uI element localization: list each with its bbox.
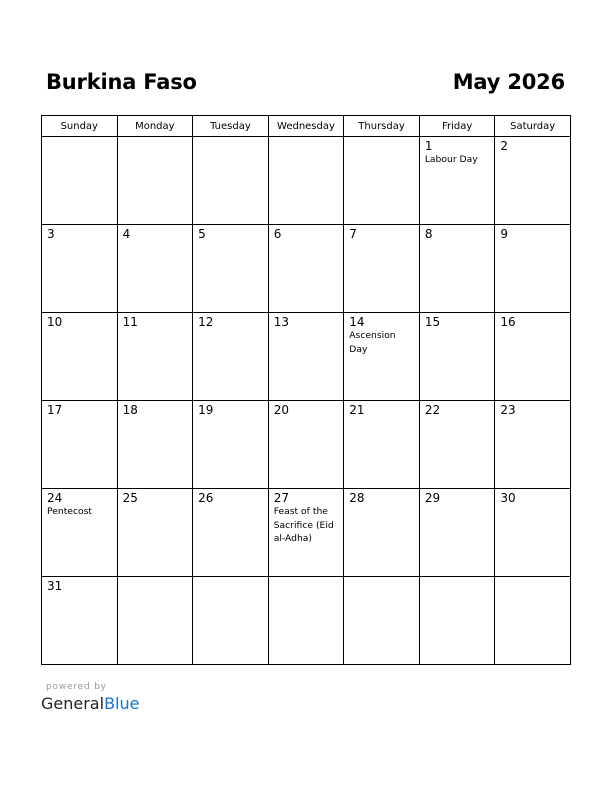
holiday-label: Ascension Day [349, 330, 396, 355]
day-cell [419, 225, 495, 313]
day-number: 17 [47, 403, 63, 417]
day-number: 15 [424, 315, 441, 329]
day-number: 6 [273, 227, 282, 241]
calendar-grid [41, 115, 571, 665]
week-row [42, 313, 571, 401]
day-number: 12 [198, 315, 214, 329]
weekday-header-tuesday: Tuesday [193, 116, 269, 137]
day-cell [419, 577, 495, 665]
day-number: 3 [47, 227, 55, 241]
day-number: 8 [424, 227, 433, 241]
day-cell [268, 225, 344, 313]
day-number: 5 [198, 227, 206, 241]
day-number: 4 [122, 227, 131, 241]
day-number: 16 [500, 315, 516, 329]
weekday-header-thursday: Thursday [344, 116, 420, 137]
day-number: 23 [500, 403, 516, 417]
day-cell [344, 489, 420, 577]
day-cell [42, 137, 118, 225]
day-number: 31 [47, 579, 63, 593]
day-cell [117, 137, 193, 225]
weekday-header-monday: Monday [117, 116, 193, 137]
day-cell [268, 401, 344, 489]
day-cell [495, 489, 571, 577]
day-cell [117, 225, 193, 313]
day-number: 10 [47, 315, 63, 329]
country-title: Burkina Faso [46, 70, 197, 94]
week-row [42, 489, 571, 577]
day-cell [42, 313, 118, 401]
holiday-label: Feast of the Sacrifice (Eid al-Adha) [273, 506, 334, 544]
powered-by-label: powered by [46, 682, 107, 692]
day-number: 14 [349, 315, 365, 329]
day-cell [495, 401, 571, 489]
day-number: 18 [122, 403, 138, 417]
day-cell [268, 489, 344, 577]
weekday-header-sunday: Sunday [42, 116, 118, 137]
weekday-header-wednesday: Wednesday [268, 116, 344, 137]
day-number: 26 [198, 491, 214, 505]
day-cell [344, 401, 420, 489]
day-cell [193, 489, 269, 577]
day-cell [419, 313, 495, 401]
day-cell [419, 137, 495, 225]
brand-part-blue: Blue [104, 694, 140, 713]
day-cell [344, 577, 420, 665]
day-cell [117, 577, 193, 665]
day-cell [495, 313, 571, 401]
day-number: 2 [500, 139, 509, 153]
day-cell [268, 577, 344, 665]
day-number: 25 [122, 491, 138, 505]
day-number: 7 [349, 227, 357, 241]
day-number: 24 [47, 491, 63, 505]
day-number: 11 [122, 315, 138, 329]
weekday-header-saturday: Saturday [495, 116, 571, 137]
day-cell [193, 577, 269, 665]
day-cell [42, 401, 118, 489]
day-cell [344, 225, 420, 313]
day-cell [42, 225, 118, 313]
day-cell [193, 137, 269, 225]
month-year-title: May 2026 [452, 70, 565, 94]
calendar-body [42, 137, 571, 665]
day-number: 30 [500, 491, 516, 505]
week-row [42, 137, 571, 225]
day-number: 21 [349, 403, 365, 417]
day-number: 22 [424, 403, 441, 417]
day-cell [495, 225, 571, 313]
day-cell [193, 313, 269, 401]
week-row [42, 401, 571, 489]
generalblue-logo[interactable] [41, 694, 139, 713]
day-cell [117, 313, 193, 401]
day-cell [117, 401, 193, 489]
day-number: 13 [273, 315, 289, 329]
weekday-header-friday: Friday [419, 116, 495, 137]
day-cell [495, 577, 571, 665]
day-cell [42, 577, 118, 665]
week-row [42, 225, 571, 313]
day-number: 28 [349, 491, 365, 505]
day-cell [268, 313, 344, 401]
day-cell [193, 401, 269, 489]
day-number: 19 [198, 403, 214, 417]
day-cell [344, 313, 420, 401]
day-cell [117, 489, 193, 577]
brand-part-general: General [41, 694, 105, 713]
day-number: 1 [424, 139, 433, 153]
day-number: 29 [424, 491, 441, 505]
holiday-label: Labour Day [424, 154, 478, 165]
day-cell [42, 489, 118, 577]
day-number: 27 [273, 491, 289, 505]
day-cell [495, 137, 571, 225]
week-row [42, 577, 571, 665]
weekday-header-row [42, 116, 571, 137]
day-cell [344, 137, 420, 225]
day-number: 9 [500, 227, 509, 241]
day-cell [268, 137, 344, 225]
day-cell [419, 489, 495, 577]
day-cell [419, 401, 495, 489]
day-cell [193, 225, 269, 313]
holiday-label: Pentecost [47, 506, 93, 517]
day-number: 20 [273, 403, 289, 417]
